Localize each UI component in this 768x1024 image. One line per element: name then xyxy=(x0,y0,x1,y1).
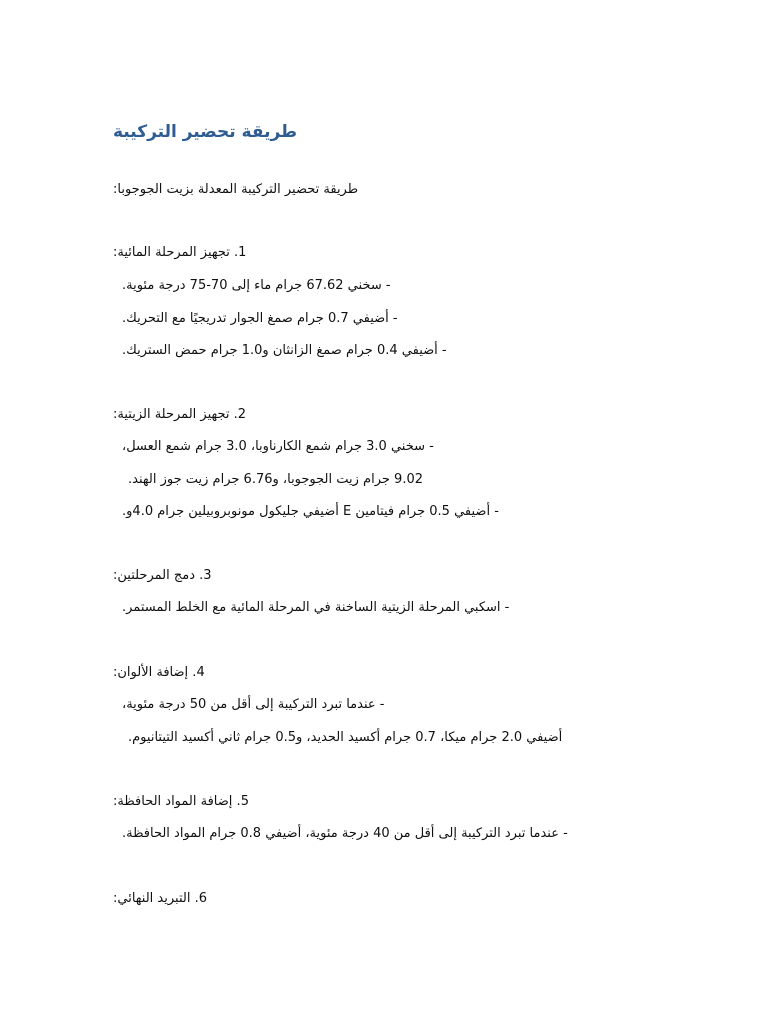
document-title: طريقة تحضير التركيبة xyxy=(113,122,298,142)
section-3-heading: 3. دمج المرحلتين: xyxy=(113,568,212,583)
section-1-line-3: - أضيفي 0.4 جرام صمغ الزانثان و1.0 جرام حمض الستريك. xyxy=(122,343,447,358)
section-6-heading: 6. التبريد النهائي: xyxy=(113,891,207,906)
section-1-line-1: - سخني 67.62 جرام ماء إلى 70-75 درجة مئوية. xyxy=(122,278,391,293)
section-4-line-2: أضيفي 2.0 جرام ميكا، 0.7 جرام أكسيد الحديد، و0.5 جرام ثاني أكسيد التيتانيوم. xyxy=(128,730,563,745)
section-2-heading: 2. تجهيز المرحلة الزيتية: xyxy=(113,407,247,422)
section-2-line-2: 9.02 جرام زيت الجوجوبا، و6.76 جرام زيت جوز الهند. xyxy=(128,472,423,487)
section-1-heading: 1. تجهيز المرحلة المائية: xyxy=(113,245,247,260)
section-4-line-1: - عندما تبرد التركيبة إلى أقل من 50 درجة مئوية، xyxy=(122,697,385,712)
section-3-line-1: - اسكبي المرحلة الزيتية الساخنة في المرحلة المائية مع الخلط المستمر. xyxy=(122,600,510,615)
section-2-line-1: - سخني 3.0 جرام شمع الكارناوبا، 3.0 جرام شمع العسل، xyxy=(122,439,434,454)
section-4-heading: 4. إضافة الألوان: xyxy=(113,665,205,680)
intro-text: طريقة تحضير التركيبة المعدلة بزيت الجوجوبا: xyxy=(113,182,359,197)
section-5-heading: 5. إضافة المواد الحافظة: xyxy=(113,794,249,809)
section-5-line-1: - عندما تبرد التركيبة إلى أقل من 40 درجة مئوية، أضيفي 0.8 جرام المواد الحافظة. xyxy=(122,826,568,841)
section-2-line-3: - أضيفي 0.5 جرام فيتامين E أضيفي جليكول مونوبروبيلين جرام 4.0و. xyxy=(122,504,499,519)
section-1-line-2: - أضيفي 0.7 جرام صمغ الجوار تدريجيًا مع التحريك. xyxy=(122,311,398,326)
